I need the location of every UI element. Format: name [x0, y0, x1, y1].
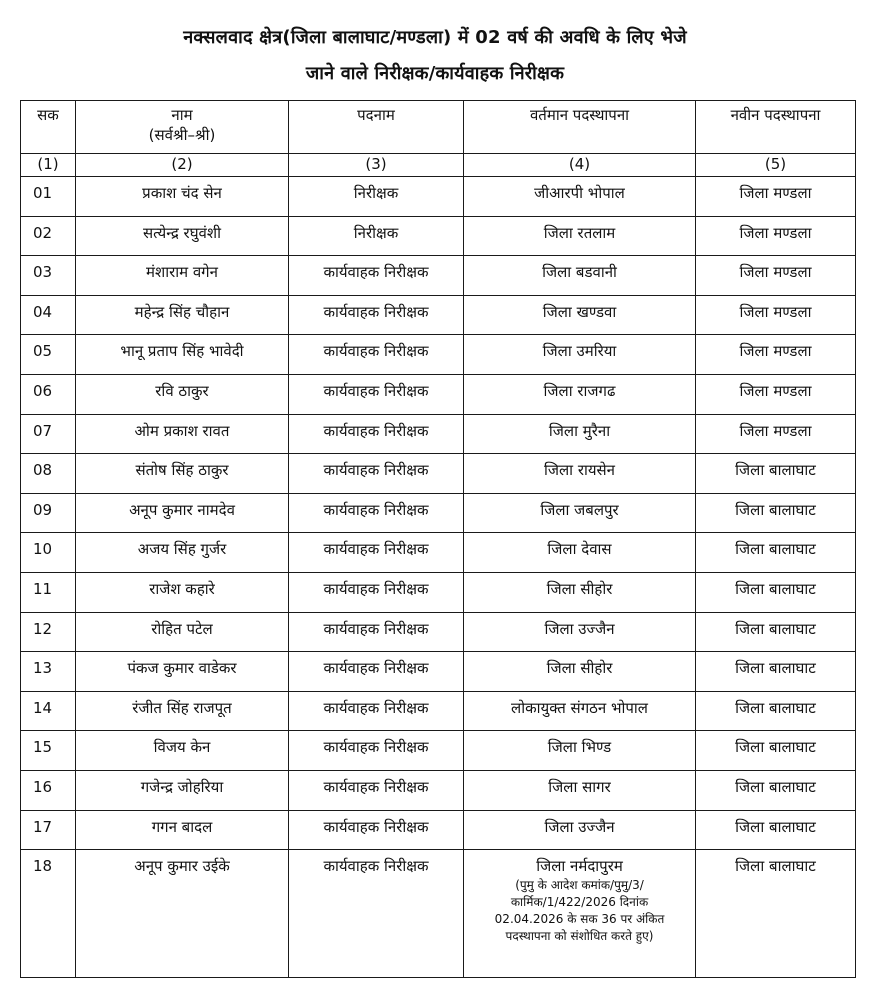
- serial-number-cell: [21, 691, 76, 731]
- current-posting-cell: [464, 652, 696, 692]
- new-posting-cell-text: जिला बालाघाट: [735, 500, 816, 519]
- serial-number-cell-text: 08: [33, 461, 53, 480]
- new-posting-cell: [696, 612, 856, 652]
- table-row: [21, 572, 856, 612]
- header-designation: पदनाम: [289, 101, 464, 154]
- current-posting-cell-text: जिला उज्जैन: [544, 619, 615, 638]
- serial-number-cell: [21, 612, 76, 652]
- table-row: [21, 770, 856, 810]
- officer-name-cell: [76, 493, 289, 533]
- designation-cell-text: कार्यवाहक निरीक्षक: [323, 342, 429, 361]
- new-posting-cell: [696, 770, 856, 810]
- current-posting-cell: [464, 850, 696, 978]
- designation-cell: [289, 374, 464, 414]
- header-name: [76, 101, 289, 154]
- officer-name-cell: [76, 177, 289, 217]
- table-row: [21, 374, 856, 414]
- serial-number-cell-text: 12: [33, 619, 53, 638]
- table-row: [21, 335, 856, 375]
- current-posting-cell-text: जिला मुरैना: [548, 421, 611, 440]
- officer-name-cell: [76, 533, 289, 573]
- designation-cell: [289, 572, 464, 612]
- new-posting-cell: [696, 850, 856, 978]
- serial-number-cell: [21, 177, 76, 217]
- serial-number-cell-text: 18: [33, 857, 53, 876]
- new-posting-cell: [696, 374, 856, 414]
- designation-cell-text: निरीक्षक: [353, 223, 399, 242]
- officer-name-cell-text: संतोष सिंह ठाकुर: [135, 461, 229, 480]
- new-posting-cell: [696, 454, 856, 494]
- serial-number-cell: [21, 533, 76, 573]
- current-posting-cell: [464, 493, 696, 533]
- current-posting-cell: [464, 216, 696, 256]
- designation-cell: [289, 691, 464, 731]
- current-posting-cell: [464, 295, 696, 335]
- table-row: [21, 612, 856, 652]
- new-posting-cell: [696, 810, 856, 850]
- posting-note: (पुमु के आदेश कमांक/पुमु/3/कार्मिक/1/422/2026 दिनांक 02.04.2026 के सक 36 पर अंकित पदस्थापना को संशोधित करते हुए): [494, 878, 665, 944]
- officer-name-cell: [76, 572, 289, 612]
- serial-number-cell-text: 09: [33, 500, 53, 519]
- serial-number-cell-text: 04: [33, 302, 53, 321]
- new-posting-cell: [696, 335, 856, 375]
- officer-name-cell: [76, 691, 289, 731]
- column-number-row: [21, 154, 856, 177]
- new-posting-cell: [696, 414, 856, 454]
- current-posting-cell-text: जिला भिण्ड: [547, 738, 612, 757]
- header-name-label: नाम: [171, 106, 193, 124]
- serial-number-cell-text: 01: [33, 184, 53, 202]
- designation-cell: [289, 335, 464, 375]
- serial-number-cell-text: 03: [33, 263, 53, 282]
- officer-name-cell-text: विजय केन: [153, 738, 211, 757]
- current-posting-cell-text: जिला सागर: [548, 777, 611, 796]
- officer-name-cell: [76, 216, 289, 256]
- table-row: [21, 256, 856, 296]
- designation-cell: [289, 216, 464, 256]
- designation-cell-text: कार्यवाहक निरीक्षक: [323, 619, 429, 638]
- new-posting-cell-text: जिला मण्डला: [739, 381, 812, 400]
- officer-name-cell-text: प्रकाश चंद सेन: [142, 184, 222, 202]
- title-line-1: नक्सलवाद क्षेत्र(जिला बालाघाट/मण्डला) में 02 वर्ष की अवधि के लिए भेजे: [183, 27, 687, 48]
- current-posting-cell-text: जिला रायसेन: [543, 461, 616, 480]
- current-posting-cell: [464, 256, 696, 296]
- officer-name-cell: [76, 810, 289, 850]
- serial-number-cell-text: 14: [33, 698, 53, 717]
- table-body: [21, 177, 856, 978]
- current-posting-cell-text: जिला खण्डवा: [542, 302, 617, 321]
- designation-cell: [289, 454, 464, 494]
- serial-number-cell-text: 17: [33, 817, 53, 836]
- new-posting-cell: [696, 731, 856, 771]
- serial-number-cell-text: 13: [33, 659, 53, 678]
- serial-number-cell-text: 15: [33, 738, 53, 757]
- officer-name-cell-text: पंकज कुमार वाडेकर: [127, 659, 237, 678]
- current-posting-cell: [464, 414, 696, 454]
- designation-cell-text: कार्यवाहक निरीक्षक: [323, 579, 429, 598]
- serial-number-cell: [21, 374, 76, 414]
- officer-name-cell-text: सत्येन्द्र रघुवंशी: [143, 223, 221, 242]
- serial-number-cell: [21, 216, 76, 256]
- officer-name-cell-text: अजय सिंह गुर्जर: [137, 540, 227, 559]
- current-posting-cell: [464, 731, 696, 771]
- current-posting-cell: [464, 374, 696, 414]
- officer-name-cell: [76, 256, 289, 296]
- table-row: [21, 454, 856, 494]
- serial-number-cell: [21, 731, 76, 771]
- new-posting-cell-text: जिला बालाघाट: [735, 777, 816, 796]
- table-row: [21, 810, 856, 850]
- serial-number-cell: [21, 335, 76, 375]
- designation-cell: [289, 652, 464, 692]
- current-posting-cell: [464, 572, 696, 612]
- new-posting-cell-text: जिला मण्डला: [739, 223, 812, 242]
- serial-number-cell: [21, 652, 76, 692]
- new-posting-cell: [696, 493, 856, 533]
- header-new-posting: नवीन पदस्थापना: [696, 101, 856, 154]
- designation-cell: [289, 731, 464, 771]
- table-row: [21, 731, 856, 771]
- designation-cell-text: कार्यवाहक निरीक्षक: [323, 817, 429, 836]
- designation-cell: [289, 612, 464, 652]
- designation-cell-text: कार्यवाहक निरीक्षक: [323, 738, 429, 757]
- serial-number-cell-text: 06: [33, 381, 53, 400]
- new-posting-cell: [696, 295, 856, 335]
- current-posting-cell: [464, 691, 696, 731]
- designation-cell-text: कार्यवाहक निरीक्षक: [323, 421, 429, 440]
- officer-name-cell-text: भानू प्रताप सिंह भावेदी: [120, 342, 244, 361]
- table-header-row: [21, 101, 856, 154]
- officer-name-cell-text: अनूप कुमार उईके: [134, 857, 230, 876]
- designation-cell-text: कार्यवाहक निरीक्षक: [323, 461, 429, 480]
- column-number: (5): [696, 154, 856, 177]
- serial-number-cell: [21, 493, 76, 533]
- new-posting-cell-text: जिला बालाघाट: [735, 461, 816, 480]
- current-posting-cell-text: जिला उज्जैन: [544, 817, 615, 836]
- new-posting-cell-text: जिला मण्डला: [739, 184, 812, 202]
- designation-cell: [289, 533, 464, 573]
- header-current-posting: वर्तमान पदस्थापना: [464, 101, 696, 154]
- serial-number-cell-text: 07: [33, 421, 53, 440]
- table-row: [21, 414, 856, 454]
- current-posting-cell: [464, 533, 696, 573]
- designation-cell-text: कार्यवाहक निरीक्षक: [323, 777, 429, 796]
- new-posting-cell-text: जिला बालाघाट: [735, 619, 816, 638]
- table-row: [21, 652, 856, 692]
- officer-name-cell: [76, 454, 289, 494]
- new-posting-cell-text: जिला बालाघाट: [735, 579, 816, 598]
- new-posting-cell: [696, 533, 856, 573]
- designation-cell-text: कार्यवाहक निरीक्षक: [323, 540, 429, 559]
- table-row: [21, 493, 856, 533]
- designation-cell-text: कार्यवाहक निरीक्षक: [323, 500, 429, 519]
- current-posting-cell: [464, 770, 696, 810]
- officer-name-cell-text: रवि ठाकुर: [155, 381, 209, 400]
- table-row: [21, 216, 856, 256]
- officer-name-cell-text: रोहित पटेल: [151, 619, 213, 638]
- officer-name-cell: [76, 612, 289, 652]
- officer-name-cell: [76, 335, 289, 375]
- current-posting-cell-text: जीआरपी भोपाल: [534, 184, 625, 202]
- current-posting-cell: [464, 335, 696, 375]
- new-posting-cell-text: जिला बालाघाट: [735, 857, 816, 876]
- new-posting-cell: [696, 256, 856, 296]
- designation-cell: [289, 256, 464, 296]
- current-posting-cell-text: जिला सीहोर: [546, 659, 613, 678]
- column-number: (3): [289, 154, 464, 177]
- officer-name-cell-text: ओम प्रकाश रावत: [134, 421, 230, 440]
- header-sno: सक: [21, 101, 76, 154]
- document-title: [0, 20, 870, 92]
- officer-name-cell-text: गजेन्द्र जोहरिया: [140, 777, 224, 796]
- current-posting-cell-text: जिला जबलपुर: [540, 500, 619, 519]
- table-row: [21, 295, 856, 335]
- new-posting-cell: [696, 216, 856, 256]
- officer-name-cell-text: मंशाराम वगेन: [146, 263, 218, 282]
- officer-name-cell: [76, 295, 289, 335]
- column-number: (2): [76, 154, 289, 177]
- designation-cell-text: कार्यवाहक निरीक्षक: [323, 698, 429, 717]
- new-posting-cell-text: जिला मण्डला: [739, 421, 812, 440]
- current-posting-cell-text: जिला राजगढ: [543, 381, 616, 400]
- title-line-2: जाने वाले निरीक्षक/कार्यवाहक निरीक्षक: [305, 63, 565, 84]
- posting-table: [20, 100, 856, 978]
- serial-number-cell: [21, 414, 76, 454]
- serial-number-cell-text: 02: [33, 223, 53, 242]
- new-posting-cell: [696, 691, 856, 731]
- designation-cell-text: कार्यवाहक निरीक्षक: [323, 263, 429, 282]
- designation-cell-text: कार्यवाहक निरीक्षक: [323, 857, 429, 876]
- table-row: [21, 691, 856, 731]
- current-posting-cell-text: जिला बडवानी: [542, 263, 617, 282]
- officer-name-cell-text: राजेश कहारे: [149, 579, 215, 598]
- current-posting-cell: [464, 177, 696, 217]
- designation-cell: [289, 770, 464, 810]
- new-posting-cell-text: जिला मण्डला: [739, 263, 812, 282]
- designation-cell: [289, 414, 464, 454]
- designation-cell-text: कार्यवाहक निरीक्षक: [323, 381, 429, 400]
- new-posting-cell-text: जिला मण्डला: [739, 302, 812, 321]
- serial-number-cell: [21, 454, 76, 494]
- serial-number-cell: [21, 770, 76, 810]
- new-posting-cell: [696, 572, 856, 612]
- column-number: (4): [464, 154, 696, 177]
- officer-name-cell: [76, 850, 289, 978]
- serial-number-cell: [21, 810, 76, 850]
- current-posting-cell-text: जिला रतलाम: [543, 223, 616, 242]
- officer-name-cell-text: गगन बादल: [151, 817, 213, 836]
- serial-number-cell: [21, 295, 76, 335]
- serial-number-cell-text: 11: [33, 579, 53, 598]
- column-number: (1): [21, 154, 76, 177]
- new-posting-cell-text: जिला बालाघाट: [735, 659, 816, 678]
- new-posting-cell-text: जिला बालाघाट: [735, 540, 816, 559]
- current-posting-cell: [464, 612, 696, 652]
- officer-name-cell: [76, 770, 289, 810]
- designation-cell: [289, 177, 464, 217]
- officer-name-cell-text: रंजीत सिंह राजपूत: [132, 698, 232, 717]
- officer-name-cell-text: महेन्द्र सिंह चौहान: [134, 302, 230, 321]
- table-row: [21, 850, 856, 978]
- header-name-sub: (सर्वश्री–श्री): [148, 126, 216, 144]
- serial-number-cell-text: 16: [33, 777, 53, 796]
- serial-number-cell: [21, 572, 76, 612]
- designation-cell-text: निरीक्षक: [353, 184, 399, 202]
- officer-name-cell: [76, 652, 289, 692]
- serial-number-cell-text: 10: [33, 540, 53, 559]
- table-row: [21, 177, 856, 217]
- current-posting-cell: [464, 454, 696, 494]
- new-posting-cell-text: जिला बालाघाट: [735, 817, 816, 836]
- designation-cell: [289, 493, 464, 533]
- officer-name-cell: [76, 731, 289, 771]
- current-posting-cell-text: जिला नर्मदापुरम: [536, 857, 623, 876]
- designation-cell: [289, 295, 464, 335]
- new-posting-cell-text: जिला बालाघाट: [735, 698, 816, 717]
- serial-number-cell: [21, 256, 76, 296]
- designation-cell-text: कार्यवाहक निरीक्षक: [323, 302, 429, 321]
- current-posting-cell-text: लोकायुक्त संगठन भोपाल: [511, 698, 648, 717]
- new-posting-cell: [696, 177, 856, 217]
- current-posting-cell: [464, 810, 696, 850]
- new-posting-cell-text: जिला मण्डला: [739, 342, 812, 361]
- designation-cell-text: कार्यवाहक निरीक्षक: [323, 659, 429, 678]
- current-posting-cell-text: जिला सीहोर: [546, 579, 613, 598]
- officer-name-cell-text: अनूप कुमार नामदेव: [129, 500, 235, 519]
- serial-number-cell-text: 05: [33, 342, 53, 361]
- new-posting-cell-text: जिला बालाघाट: [735, 738, 816, 757]
- table-row: [21, 533, 856, 573]
- officer-name-cell: [76, 374, 289, 414]
- officer-name-cell: [76, 414, 289, 454]
- serial-number-cell: [21, 850, 76, 978]
- designation-cell: [289, 850, 464, 978]
- designation-cell: [289, 810, 464, 850]
- current-posting-cell-text: जिला देवास: [547, 540, 612, 559]
- new-posting-cell: [696, 652, 856, 692]
- current-posting-cell-text: जिला उमरिया: [542, 342, 617, 361]
